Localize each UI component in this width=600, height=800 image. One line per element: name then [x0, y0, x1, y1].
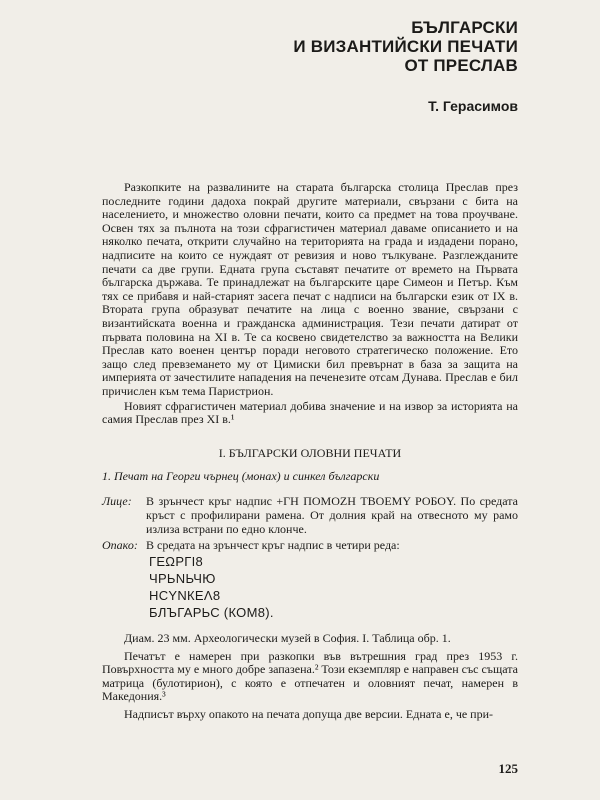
reverse-text: В средата на зрънчест кръг надпис в четири реда:	[146, 538, 400, 552]
article-title	[293, 18, 518, 75]
inscription-line-4: БЛЪГАРЬС (КОМ8).	[149, 605, 274, 620]
inscription-line-2: ЧРЬΝЬЧЮ	[149, 571, 216, 586]
intro-text	[102, 181, 518, 427]
intro-paragraph-2: Новият сфрагистичен материал добива значение и на извор за историята на самия Преслав през XI в.¹	[102, 398, 518, 427]
seal-inscription	[149, 553, 274, 621]
last-paragraph: Надписът върху опакото на печата допуща две версии. Едната е, че при-	[124, 706, 494, 721]
obverse-text: В зрънчест кръг надпис +ГН ПОМОZН ТВОЕМY РОБОY. По средата кръст с профилирани рамена. От долния край на отвесното му рамо излиза встрани по едно клонче.	[146, 494, 518, 536]
seal-subheading: 1. Печат на Георги чърнец (монах) и синкел български	[102, 469, 380, 483]
inscription-line-1: ГЕΩРГІ8	[149, 554, 204, 569]
page-number: 125	[498, 761, 518, 776]
seal-commentary	[102, 632, 518, 722]
found-paragraph: Печатът е намерен при разкопки във вътрешния град през 1953 г. Повърхността му е много добре запазена.² Този екземпляр е направен със същата матрица (булотирион), с която е отпечатен и оловният печат, намерен в Македония.³	[102, 648, 518, 704]
title-line-3: ОТ ПРЕСЛАВ	[404, 56, 518, 75]
reverse-label: Опако:	[102, 538, 138, 552]
section-heading: I. БЪЛГАРСКИ ОЛОВНИ ПЕЧАТИ	[218, 446, 402, 460]
diameter-line: Диам. 23 мм. Археологически музей в София. I. Таблица обр. 1.	[124, 631, 451, 645]
reverse-description	[102, 538, 518, 552]
title-line-1: БЪЛГАРСКИ	[411, 18, 518, 37]
author-name: Т. Герасимов	[428, 98, 518, 114]
intro-paragraph-1: Разкопките на развалините на старата българска столица Преслав през последните години дадоха покрай другите материали, свързани с бита на населението, и множество оловни печати, които са предмет на това проучване. Освен тях за пълнота на този сфрагистичен материал даваме описанието и на няколко печата, открити случайно на територията на града и издадени порано, надписите на които се нуждаят от ревизия и ново тълкуване. Разглежданите печати са две групи. Едната група съставят печатите от времето на Първата българска държава. Те принадлежат на българските царе Симеон и Петър. Към тях се прибавя и най-старият засега печат с надписи на български език от IX в. Втората група образуват печатите на лица с военно звание, свързани с византийската военна и гражданска администрация. Тези печати датират от първата половина на XI в. Те са косвено свидетелство за важността на Велики Преслав като военен център поради неговото стратегическо положение. Ето защо след превземането му от Цимиски бил превърнат в база за защита на империята от зачестилите нападения на печенезите отсам Дунава. Преслав е бил причислен към тема Паристрион.	[102, 180, 518, 398]
title-line-2: И ВИЗАНТИЙСКИ ПЕЧАТИ	[293, 37, 518, 56]
inscription-line-3: НСYNКЕΛ8	[149, 588, 221, 603]
obverse-label: Лице:	[102, 494, 132, 508]
obverse-description	[102, 494, 518, 536]
